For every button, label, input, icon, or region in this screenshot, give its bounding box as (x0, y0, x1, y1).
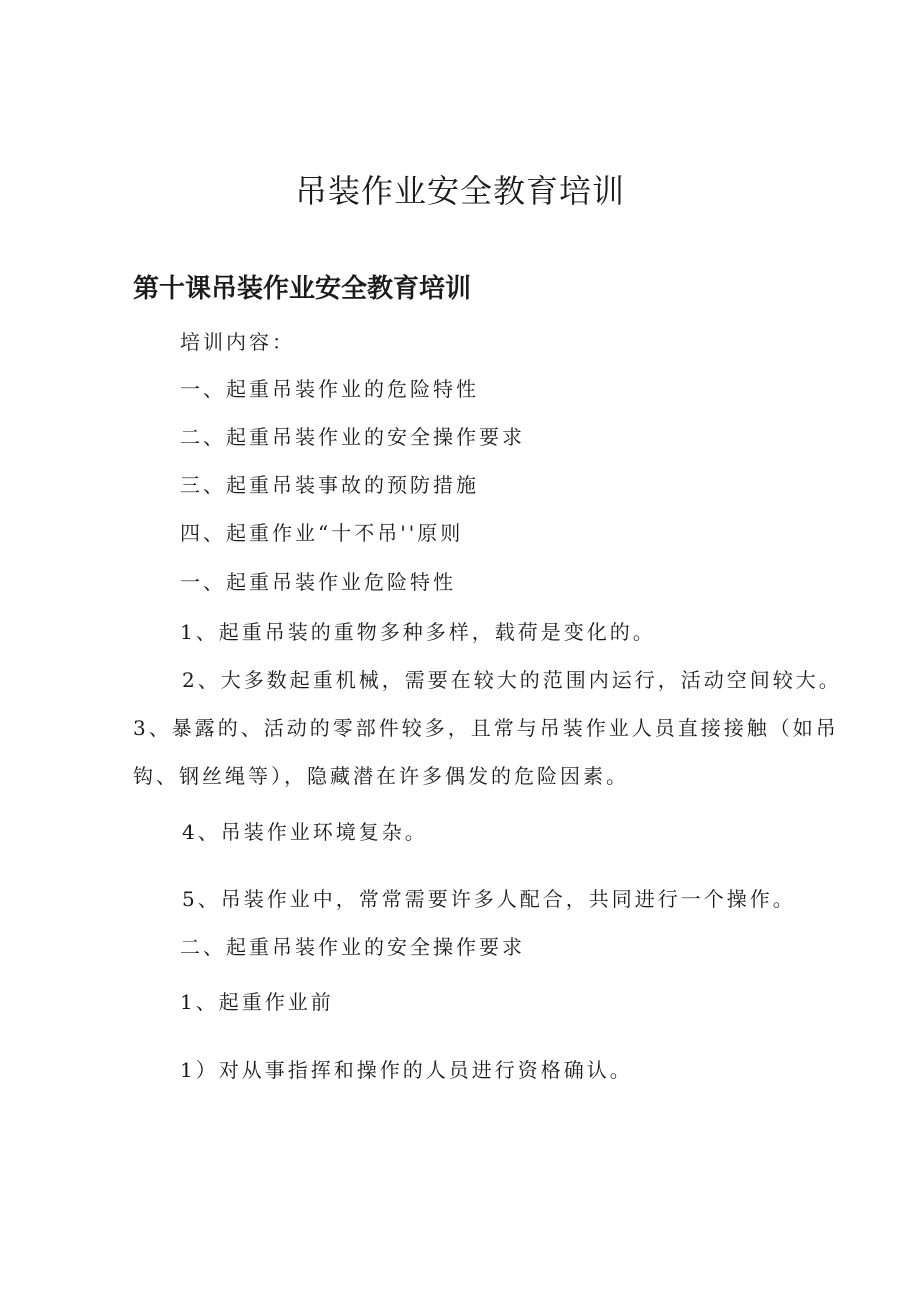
paragraph-outline-item-1: 一、起重吊装作业的危险特性 (180, 377, 479, 401)
paragraph-outline-item-4: 四、起重作业“十不吊''原则 (180, 521, 464, 545)
paragraph-hazard-5: 5、吊装作业中，常常需要许多人配合，共同进行一个操作。 (182, 887, 796, 911)
paragraph-training-content: 培训内容： (180, 330, 295, 354)
paragraph-hazard-1: 1、起重吊装的重物多种多样，载荷是变化的。 (180, 620, 656, 644)
section-heading-hazards: 一、起重吊装作业危险特性 (180, 570, 456, 594)
paragraph-hazard-2: 2、大多数起重机械，需要在较大的范围内运行，活动空间较大。 (182, 668, 842, 692)
paragraph-outline-item-2: 二、起重吊装作业的安全操作要求 (180, 425, 525, 449)
document-title: 吊装作业安全教育培训 (294, 172, 625, 210)
paragraph-hazard-4: 4、吊装作业环境复杂。 (182, 820, 428, 844)
paragraph-hazard-3-line-2: 钩、钢丝绳等），隐藏潜在许多偶发的危险因素。 (133, 764, 629, 788)
lesson-heading: 第十课吊装作业安全教育培训 (133, 274, 472, 304)
paragraph-outline-item-3: 三、起重吊装事故的预防措施 (180, 473, 479, 497)
paragraph-hazard-3-line-1: 3、暴露的、活动的零部件较多，且常与吊装作业人员直接接触（如吊 (133, 716, 839, 740)
paragraph-personnel-qualification: 1）对从事指挥和操作的人员进行资格确认。 (180, 1058, 633, 1082)
section-heading-safety-requirements: 二、起重吊装作业的安全操作要求 (180, 935, 525, 959)
subsection-before-lifting: 1、起重作业前 (180, 990, 334, 1014)
